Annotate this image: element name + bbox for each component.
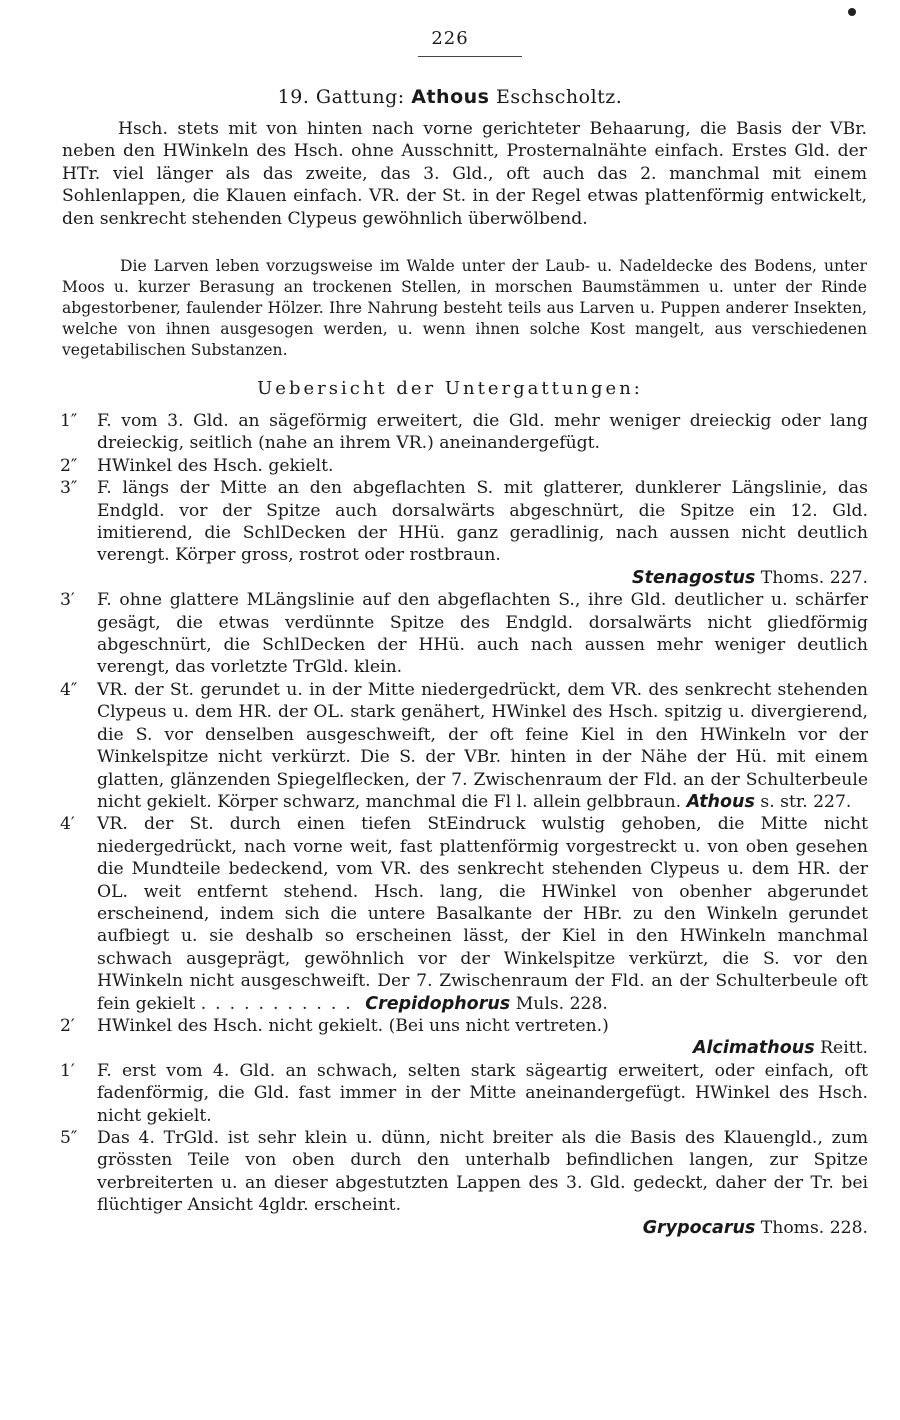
key-entry (60, 589, 868, 679)
key-entry (60, 679, 868, 813)
taxon-line (60, 1217, 868, 1239)
key-text: F. längs der Mitte an den abgeflachten S. mit glatterer, dunklerer Längslinie, das Endgld. vor der Spitze auch dorsalwärts abgeschnürt, die Spitze ein 12. Gld. imitierend, die SchlDecken der HHü. ganz geradlinig, nach aussen nicht deutlich verengt. Körper gross, rostrot oder rostbraun. (97, 478, 868, 566)
taxon-name: Alcimathous (692, 1038, 815, 1059)
heading-prefix: 19. Gattung: (277, 86, 405, 108)
key-number: 2″ (60, 455, 78, 476)
taxon-reference: Reitt. (820, 1038, 868, 1059)
heading-author: Eschscholtz. (496, 86, 623, 108)
key-entry (60, 455, 868, 477)
taxon-reference: Muls. 228. (515, 993, 608, 1014)
key-entry (60, 410, 868, 455)
taxon-reference: Thoms. 227. (760, 567, 868, 588)
key-number: 2′ (60, 1015, 75, 1036)
key-text: F. vom 3. Gld. an sägeförmig erweitert, die Gld. mehr weniger dreieckig oder lang dreieckig, seitlich (nahe an ihrem VR.) aneinandergefügt. (97, 411, 868, 454)
key-entry (60, 813, 868, 1015)
key-entry (60, 1127, 868, 1217)
taxon-name: Grypocarus (642, 1217, 756, 1238)
ink-spot (848, 8, 856, 16)
key-number: 1′ (60, 1060, 75, 1081)
key-number: 3″ (60, 478, 78, 499)
taxon-name: Stenagostus (632, 567, 756, 588)
taxon-name: Athous (686, 791, 755, 812)
key-text: VR. der St. gerundet u. in der Mitte niedergedrückt, dem VR. des senkrecht stehenden Clypeus u. dem HR. der OL. stark genähert, HWinkel des Hsch. spitzig u. divergierend, die S. vor denselben ausgeschweift, der oft feine Kiel in den HWinkeln vor der Winkelspitze nicht verkürzt. Die S. der VBr. hinten in der Nähe der Hü. mit einem glatten, glänzenden Spiegelflecken, der 7. Zwischenraum der Fld. an der Schulterbeule nicht gekielt. Körper schwarz, manchmal die Fl l. allein gelbbraun. (97, 679, 868, 812)
key-heading: Uebersicht der Untergattungen: (257, 378, 643, 399)
key-text: HWinkel des Hsch. gekielt. (97, 455, 334, 476)
key-number: 4″ (60, 679, 78, 700)
taxon-reference: Thoms. 228. (760, 1217, 868, 1238)
taxon-line (60, 567, 868, 589)
heading-genus: Athous (411, 86, 490, 108)
page-number: 226 (431, 28, 469, 49)
taxon-reference: s. str. 227. (760, 791, 852, 812)
key-text: VR. der St. durch einen tiefen StEindruck wulstig gehoben, die Mitte nicht niedergedrückt, nach vorne weit, fast plattenförmig vorgestreckt u. von oben gesehen die Mundteile bedeckend, vom VR. des senkrecht stehenden Clypeus u. dem HR. der OL. weit entfernt stehend. Hsch. lang, die HWinkel von obenher abgerundet erscheinend, indem sich die untere Basalkante der HBr. zu den Winkeln gerundet aufbiegt u. sie deshalb so erscheinen lässt, der Kiel in den HWinkeln manchmal schwach ausgeprägt, gewöhnlich vor der Winkelspitze verkürzt, die S. vor den HWinkeln nicht ausgeschweift. Der 7. Zwischenraum der Fld. an der Schulterbeule oft fein gekielt (97, 814, 868, 1014)
genus-description: Hsch. stets mit von hinten nach vorne gerichteter Behaarung, die Basis der VBr. neben den HWinkeln des Hsch. ohne Ausschnitt, Prosternalnähte einfach. Erstes Gld. der HTr. viel länger als das zweite, das 3. Gld., oft auch das 2. manchmal mit einem Sohlenlappen, die Klauen einfach. VR. der St. in der Regel etwas plattenförmig entwickelt, den senkrecht stehenden Clypeus gewöhnlich überwölbend. (62, 119, 867, 229)
genus-heading (0, 86, 900, 108)
key-text: F. ohne glattere MLängslinie auf den abgeflachten S., ihre Gld. deutlicher u. schärfer gesägt, die etwas verdünnte Spitze des Endgld. dorsalwärts nicht gliedförmig abgeschnürt, die SchlDecken der HHü. auch nach aussen mehr weniger deutlich verengt, das vorletzte TrGld. klein. (97, 590, 868, 678)
key-list (60, 410, 868, 1239)
key-entry (60, 1015, 868, 1037)
key-entry (60, 1060, 868, 1127)
header-rule (418, 56, 522, 57)
larvae-paragraph: Die Larven leben vorzugsweise im Walde unter der Laub- u. Nadeldecke des Bodens, unter Moos u. kurzer Berasung an trockenen Stellen, in morschen Baumstämmen u. unter der Rinde abgestorbener, faulender Hölzer. Ihre Nahrung besteht teils aus Larven u. Puppen anderer Insekten, welche von ihnen ausgesogen werden, u. wenn ihnen solche Kost mangelt, aus verschiedenen vegetabilischen Substanzen. (62, 257, 867, 359)
key-text: F. erst vom 4. Gld. an schwach, selten stark sägeartig erweitert, oder einfach, oft fadenförmig, die Gld. fast immer in der Mitte aneinandergefügt. HWinkel des Hsch. nicht gekielt. (97, 1060, 868, 1126)
key-text: HWinkel des Hsch. nicht gekielt. (Bei uns nicht vertreten.) (97, 1015, 609, 1036)
key-text: Das 4. TrGld. ist sehr klein u. dünn, nicht breiter als die Basis des Klauengld., zum grössten Teile von oben durch den unterhalb befindlichen langen, zur Spitze verbreiterten u. an dieser abgestutzten Lappen des 3. Gld. gedeckt, daher der Tr. bei flüchtiger Ansicht 4gldr. erscheint. (97, 1128, 868, 1216)
key-number: 1″ (60, 411, 78, 431)
key-number: 4′ (60, 814, 75, 835)
taxon-name: Crepidophorus (365, 993, 511, 1014)
key-number: 5″ (60, 1128, 78, 1148)
taxon-line (60, 1037, 868, 1059)
key-number: 3′ (60, 590, 75, 611)
key-entry (60, 477, 868, 567)
leader-dots: ........... (200, 993, 360, 1014)
